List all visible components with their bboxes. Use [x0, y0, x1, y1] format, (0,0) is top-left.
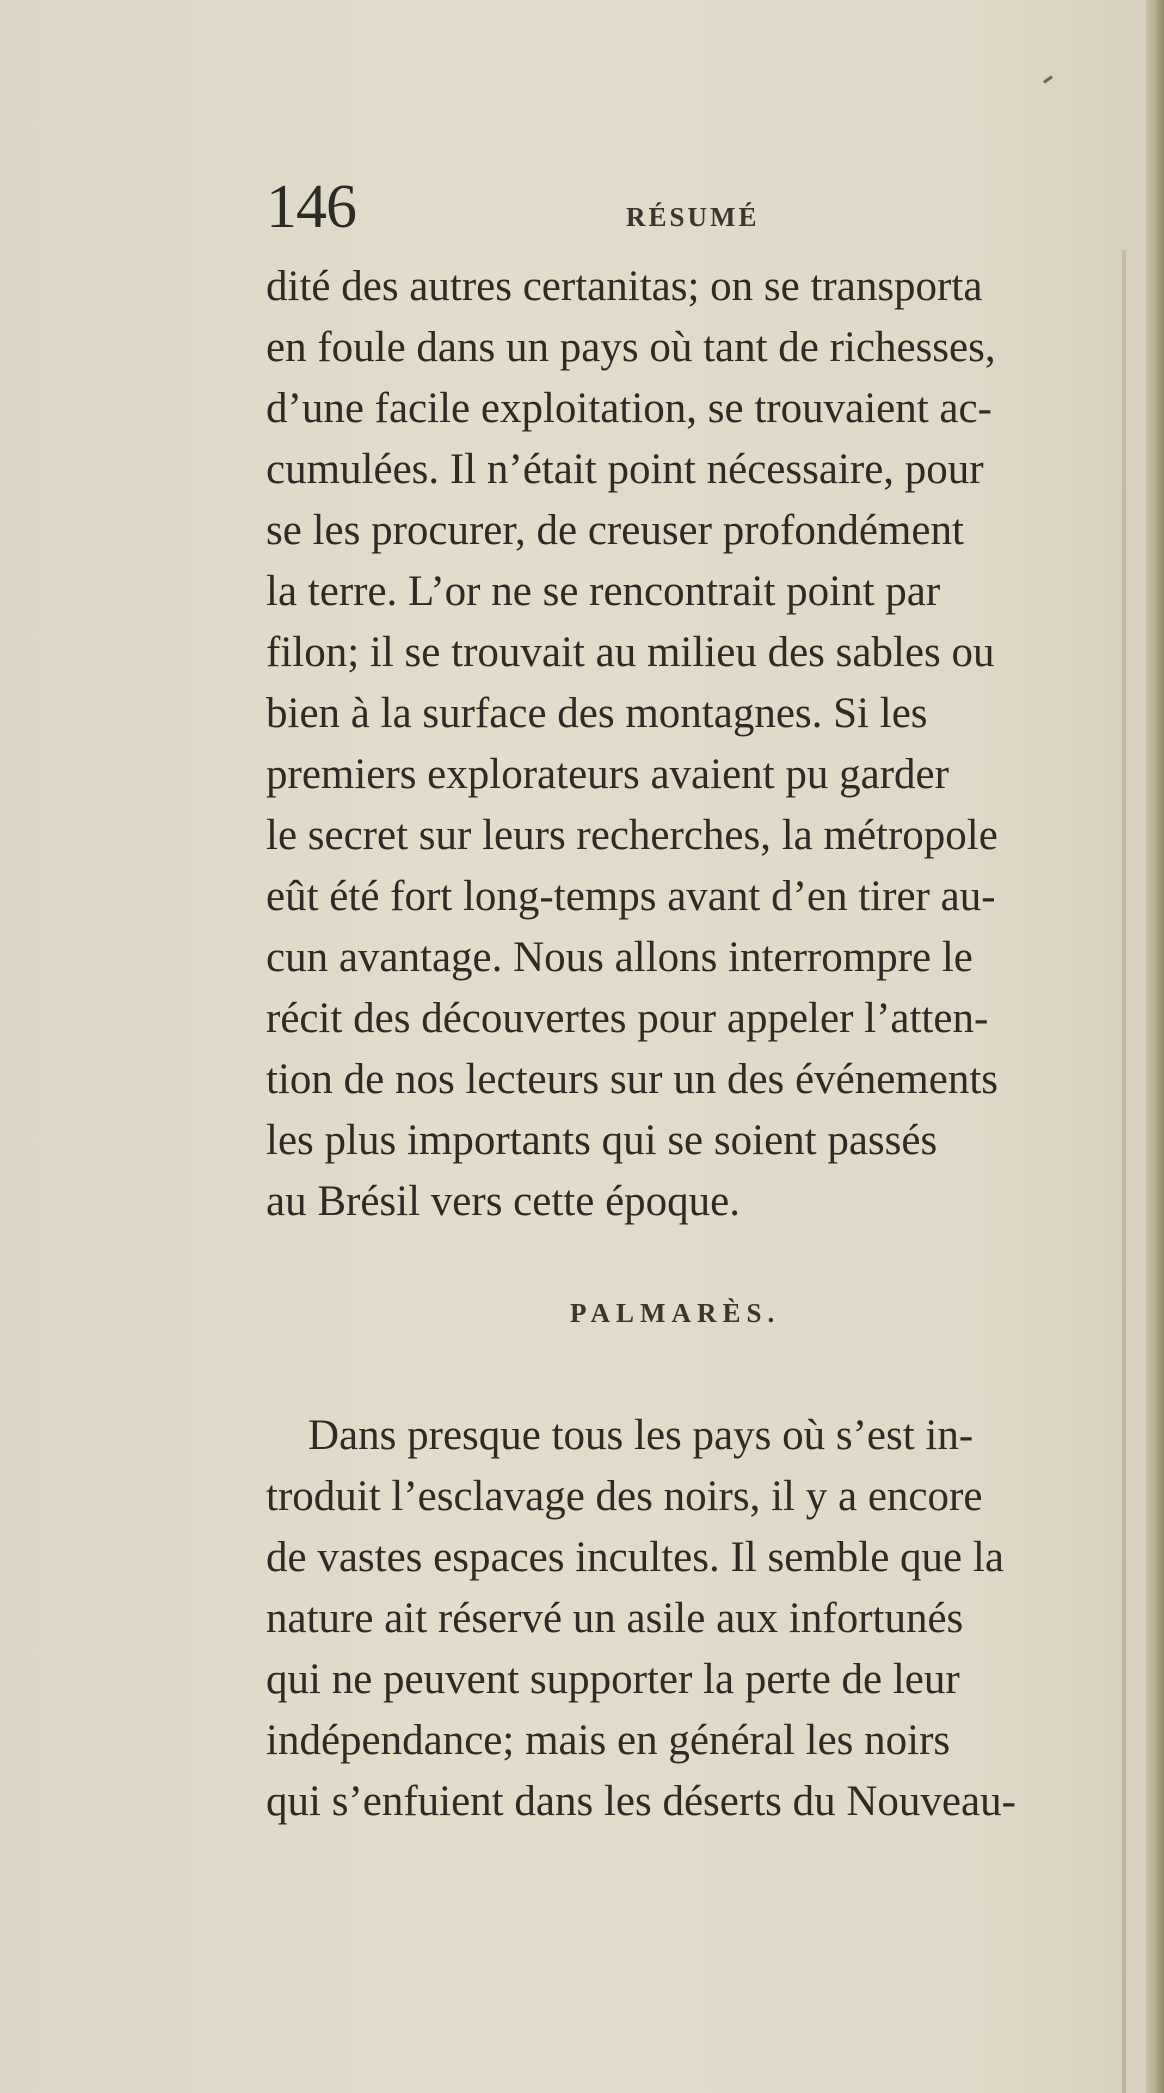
text-line: de vastes espaces incultes. Il semble que la: [266, 1534, 1004, 1581]
text-line: bien à la surface des montagnes. Si les: [266, 690, 928, 737]
text-line: qui ne peuvent supporter la perte de leur: [266, 1656, 960, 1703]
section-title: PALMARÈS.: [570, 1298, 781, 1328]
text-line: récit des découvertes pour appeler l’atten-: [266, 995, 989, 1042]
text-line: dité des autres certanitas; on se transporta: [266, 263, 983, 310]
text-line: en foule dans un pays où tant de richesses,: [266, 324, 996, 371]
text-line: cumulées. Il n’était point nécessaire, pour: [266, 446, 984, 493]
page-header: [266, 172, 1126, 252]
book-spine-edge: [1146, 0, 1164, 2093]
ink-mark: [1043, 75, 1053, 83]
text-line: premiers explorateurs avaient pu garder: [266, 751, 949, 798]
text-line: eût été fort long-temps avant d’en tirer au-: [266, 873, 996, 920]
text-line: cun avantage. Nous allons interrompre le: [266, 934, 973, 981]
page-number: 146: [266, 173, 356, 241]
text-line: se les procurer, de creuser profondément: [266, 507, 964, 554]
text-line: indépendance; mais en général les noirs: [266, 1717, 951, 1764]
text-line: la terre. L’or ne se rencontrait point par: [266, 568, 941, 615]
text-line: tion de nos lecteurs sur un des événements: [266, 1056, 999, 1103]
text-line: filon; il se trouvait au milieu des sables ou: [266, 629, 995, 676]
text-line: le secret sur leurs recherches, la métropole: [266, 812, 998, 859]
text-line: les plus importants qui se soient passés: [266, 1117, 938, 1164]
text-line: qui s’enfuient dans les déserts du Nouveau-: [266, 1778, 1016, 1825]
page-shadow-line: [1122, 250, 1126, 2093]
text-line: troduit l’esclavage des noirs, il y a encore: [266, 1473, 983, 1520]
paragraph-1: [266, 256, 1146, 1232]
text-line: nature ait réservé un asile aux infortunés: [266, 1595, 964, 1642]
text-line: d’une facile exploitation, se trouvaient ac-: [266, 385, 992, 432]
text-line: au Brésil vers cette époque.: [266, 1178, 741, 1225]
paragraph-2: [266, 1405, 1146, 1832]
running-head: RÉSUMÉ: [626, 202, 760, 232]
text-line: Dans presque tous les pays où s’est in-: [308, 1412, 974, 1459]
